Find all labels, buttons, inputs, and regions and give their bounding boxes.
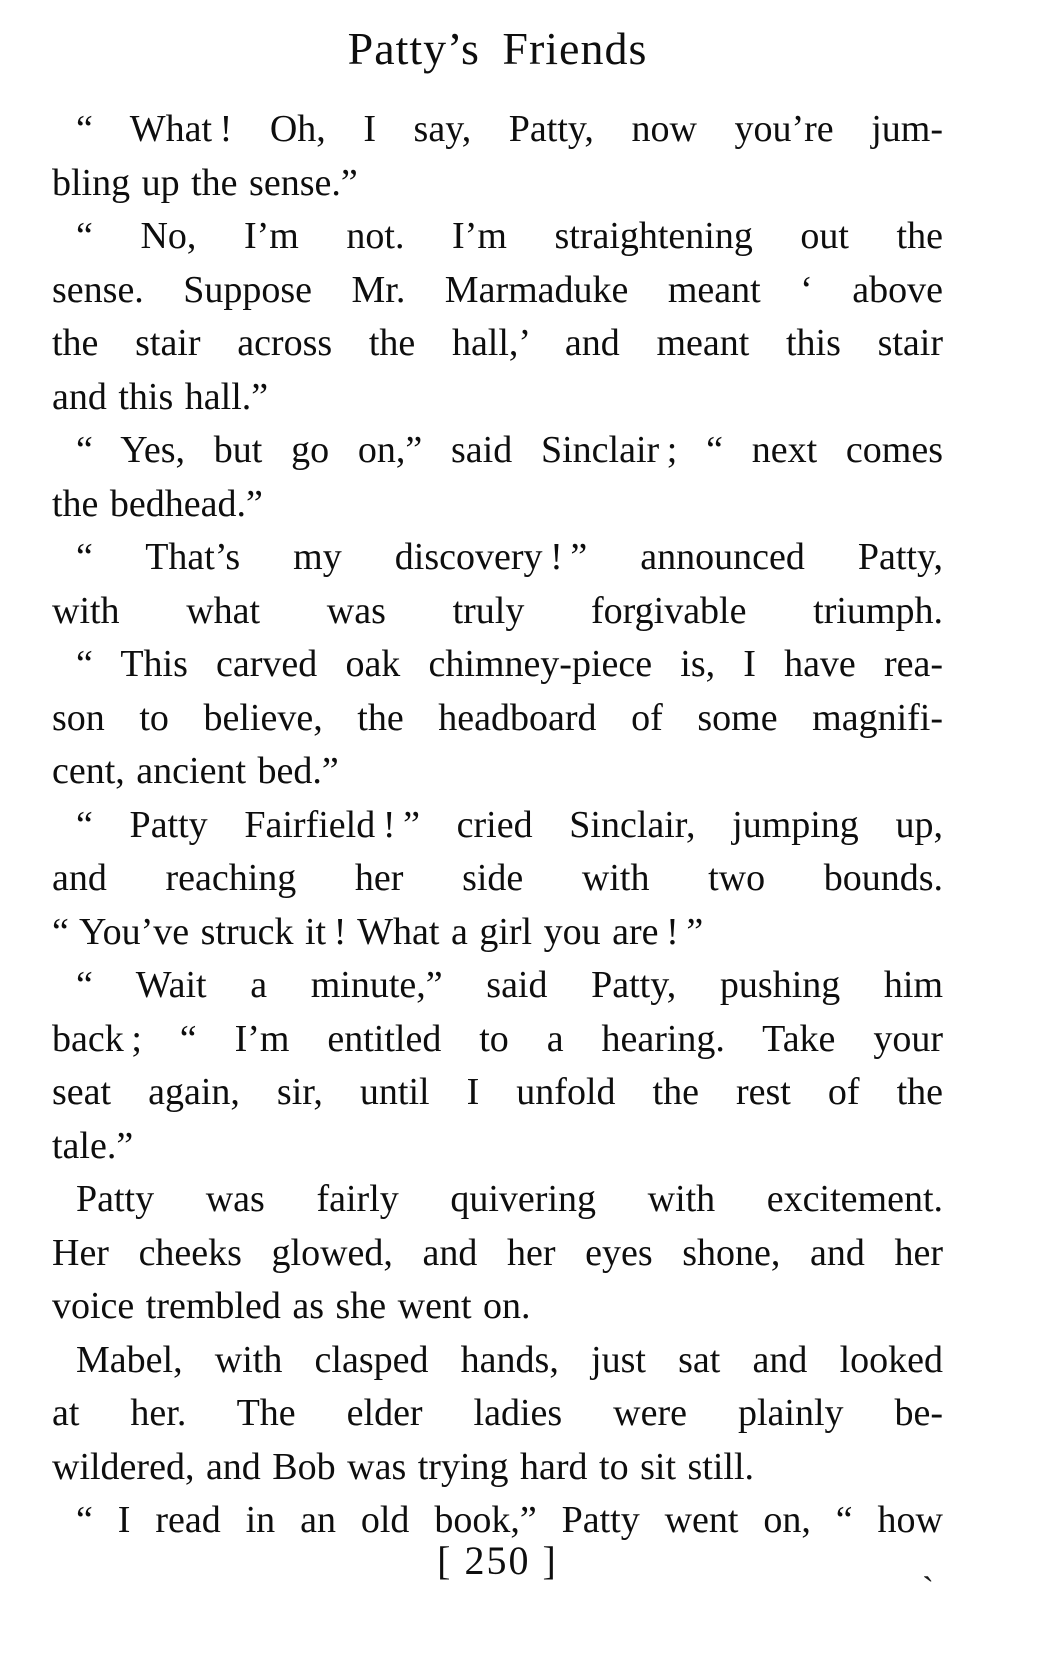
paragraph bbox=[52, 1334, 943, 1495]
text-line: and this hall.” bbox=[52, 375, 269, 418]
scan-artifact-mark: ˋ bbox=[922, 1569, 934, 1609]
page-body bbox=[52, 103, 943, 1548]
text-line: tale.” bbox=[52, 1124, 134, 1167]
paragraph bbox=[52, 799, 943, 960]
text-line: bling up the sense.” bbox=[52, 161, 358, 204]
paragraph bbox=[52, 103, 943, 210]
text-line: seat again, sir, until I unfold the rest of the bbox=[52, 1071, 943, 1113]
text-line: “ You’ve struck it ! What a girl you are ! ” bbox=[52, 910, 704, 953]
text-line: the stair across the hall,’ and meant this stair bbox=[52, 322, 943, 364]
text-line: wildered, and Bob was trying hard to sit still. bbox=[52, 1445, 755, 1488]
text-line: “ No, I’m not. I’m straightening out the bbox=[76, 215, 943, 257]
text-line: “ That’s my discovery ! ” announced Patty, bbox=[76, 536, 943, 578]
text-line: “ Yes, but go on,” said Sinclair ; “ next comes bbox=[76, 429, 943, 471]
paragraph bbox=[52, 531, 943, 638]
text-line: Mabel, with clasped hands, just sat and looked bbox=[76, 1338, 943, 1381]
paragraph bbox=[52, 424, 943, 531]
text-line: Her cheeks glowed, and her eyes shone, and her bbox=[52, 1231, 943, 1274]
text-line: voice trembled as she went on. bbox=[52, 1285, 531, 1327]
paragraph bbox=[52, 638, 943, 799]
text-line: the bedhead.” bbox=[52, 482, 263, 525]
text-line: son to believe, the headboard of some magnifi- bbox=[52, 696, 943, 739]
text-line: Patty was fairly quivering with excitement. bbox=[76, 1178, 943, 1220]
text-line: cent, ancient bed.” bbox=[52, 750, 339, 792]
paragraph bbox=[52, 1173, 943, 1334]
text-line: “ I read in an old book,” Patty went on, “ how bbox=[76, 1499, 943, 1541]
text-line: “ What ! Oh, I say, Patty, now you’re jum- bbox=[76, 108, 943, 150]
page-number: [ 250 ] bbox=[437, 1538, 558, 1583]
text-line: back ; “ I’m entitled to a hearing. Take your bbox=[52, 1017, 943, 1060]
text-line: with what was truly forgivable triumph. bbox=[52, 589, 943, 632]
text-line: and reaching her side with two bounds. bbox=[52, 857, 943, 899]
page-title: Patty’s Friends bbox=[347, 23, 648, 74]
paragraph bbox=[52, 959, 943, 1173]
text-line: “ Patty Fairfield ! ” cried Sinclair, jumping up, bbox=[76, 803, 943, 846]
text-line: sense. Suppose Mr. Marmaduke meant ‘ above bbox=[52, 268, 943, 311]
paragraph bbox=[52, 210, 943, 424]
text-line: “ Wait a minute,” said Patty, pushing him bbox=[76, 964, 943, 1006]
text-line: “ This carved oak chimney-piece is, I have rea- bbox=[76, 643, 943, 685]
text-line: at her. The elder ladies were plainly be- bbox=[52, 1392, 943, 1434]
